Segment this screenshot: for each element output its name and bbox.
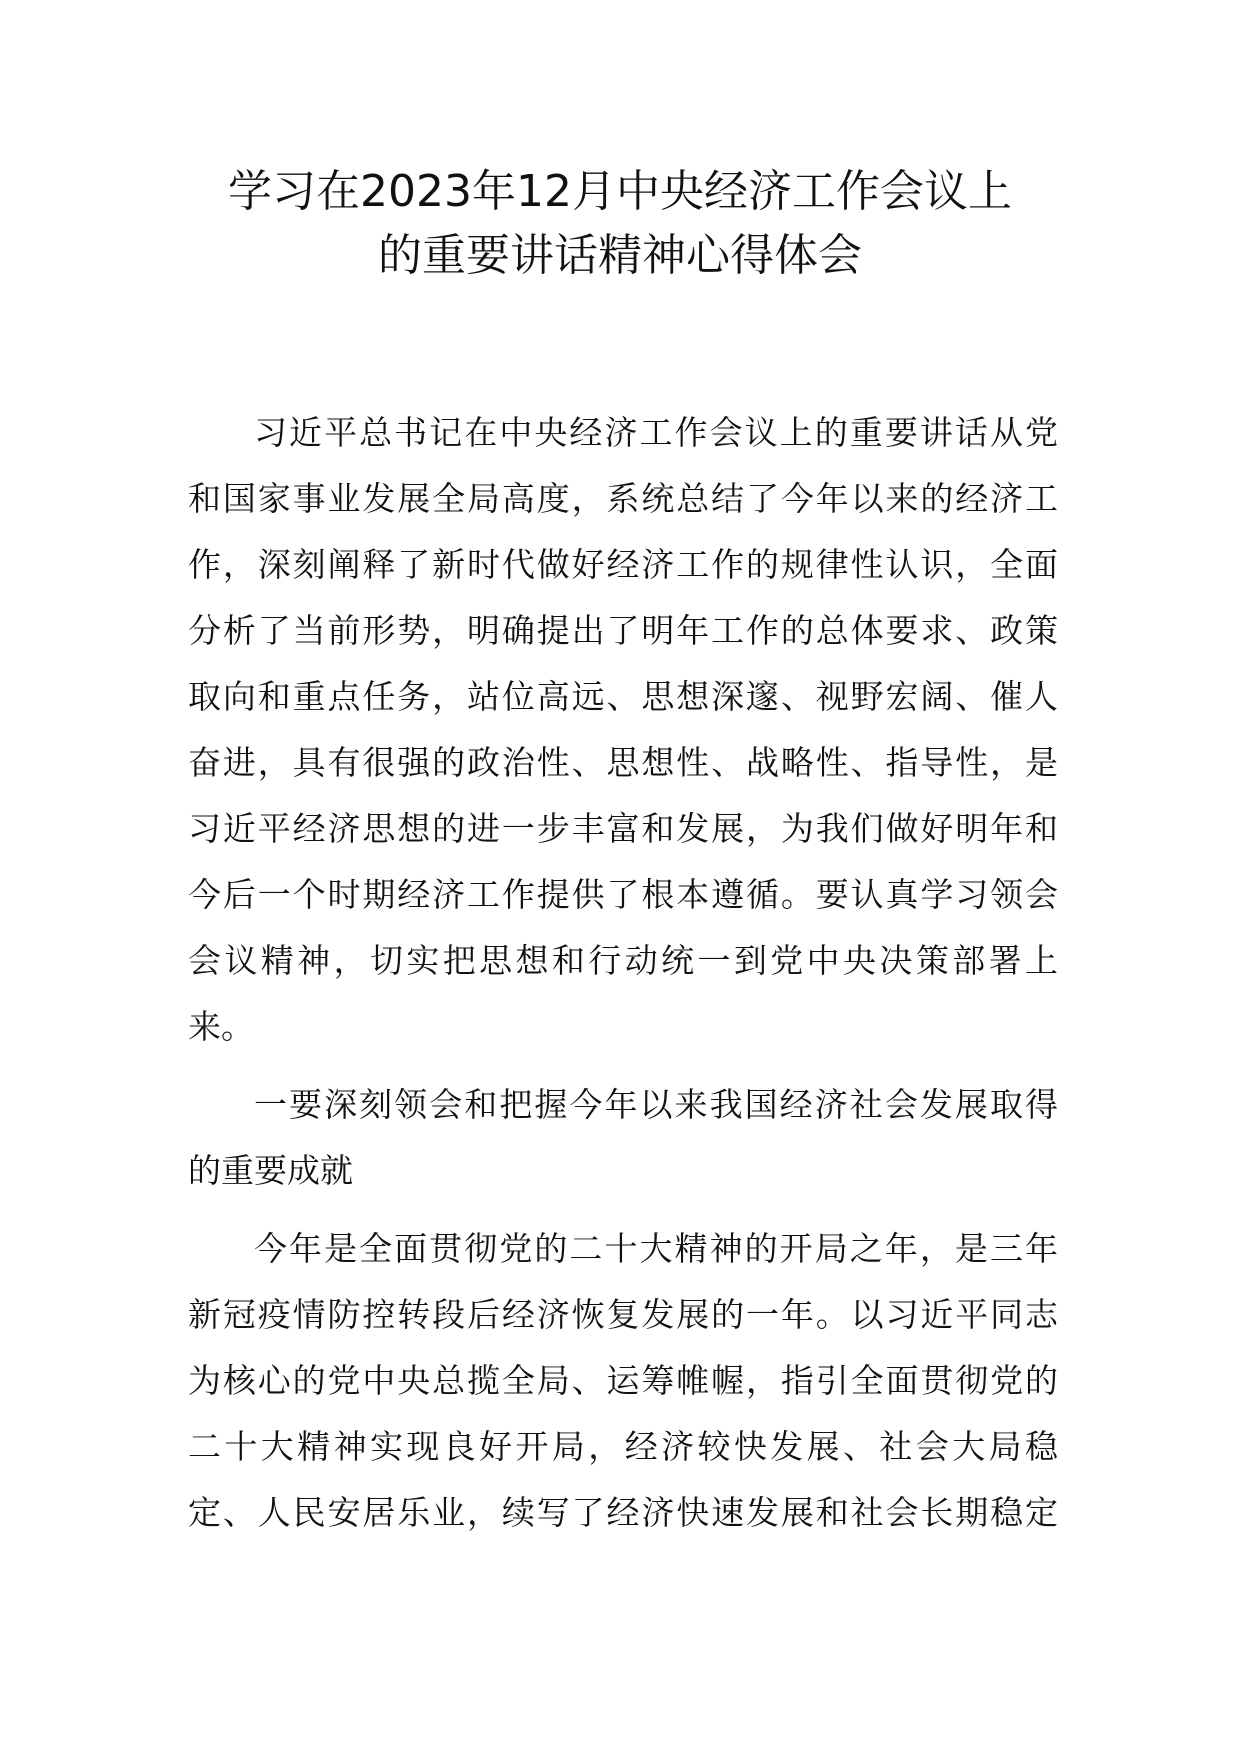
paragraph-line: 取向和重点任务，站位高远、思想深邃、视野宏阔、催人: [188, 677, 1058, 716]
paragraph-line: 一要深刻领会和把握今年以来我国经济社会发展取得: [254, 1085, 1058, 1124]
paragraph-line: 奋进，具有很强的政治性、思想性、战略性、指导性，是: [188, 743, 1058, 782]
section-heading-1: [188, 1072, 1058, 1204]
paragraph-line: 和国家事业发展全局高度，系统总结了今年以来的经济工: [188, 479, 1058, 518]
paragraph-line: 的重要成就: [188, 1151, 353, 1190]
document-title: [150, 160, 1090, 288]
paragraph-intro: [188, 400, 1058, 1060]
paragraph-line: 为核心的党中央总揽全局、运筹帷幄，指引全面贯彻党的: [188, 1361, 1058, 1400]
paragraph-line: 今年是全面贯彻党的二十大精神的开局之年，是三年: [254, 1229, 1058, 1268]
document-body: [188, 400, 1058, 1558]
paragraph-line: 会议精神，切实把思想和行动统一到党中央决策部署上: [188, 941, 1058, 980]
paragraph-section-1: [188, 1216, 1058, 1546]
paragraph-line: 今后一个时期经济工作提供了根本遵循。要认真学习领会: [188, 875, 1058, 914]
paragraph-line: 新冠疫情防控转段后经济恢复发展的一年。以习近平同志: [188, 1295, 1058, 1334]
paragraph-line: 作，深刻阐释了新时代做好经济工作的规律性认识，全面: [188, 545, 1058, 584]
paragraph-line: 分析了当前形势，明确提出了明年工作的总体要求、政策: [188, 611, 1058, 650]
paragraph-line: 习近平总书记在中央经济工作会议上的重要讲话从党: [254, 413, 1058, 452]
paragraph-line: 定、人民安居乐业，续写了经济快速发展和社会长期稳定: [188, 1493, 1058, 1532]
title-line: 学习在2023年12月中央经济工作会议上: [228, 166, 1012, 217]
paragraph-line: 习近平经济思想的进一步丰富和发展，为我们做好明年和: [188, 809, 1058, 848]
paragraph-line: 二十大精神实现良好开局，经济较快发展、社会大局稳: [188, 1427, 1058, 1466]
title-line: 的重要讲话精神心得体会: [378, 230, 862, 281]
paragraph-line: 来。: [188, 1007, 254, 1046]
